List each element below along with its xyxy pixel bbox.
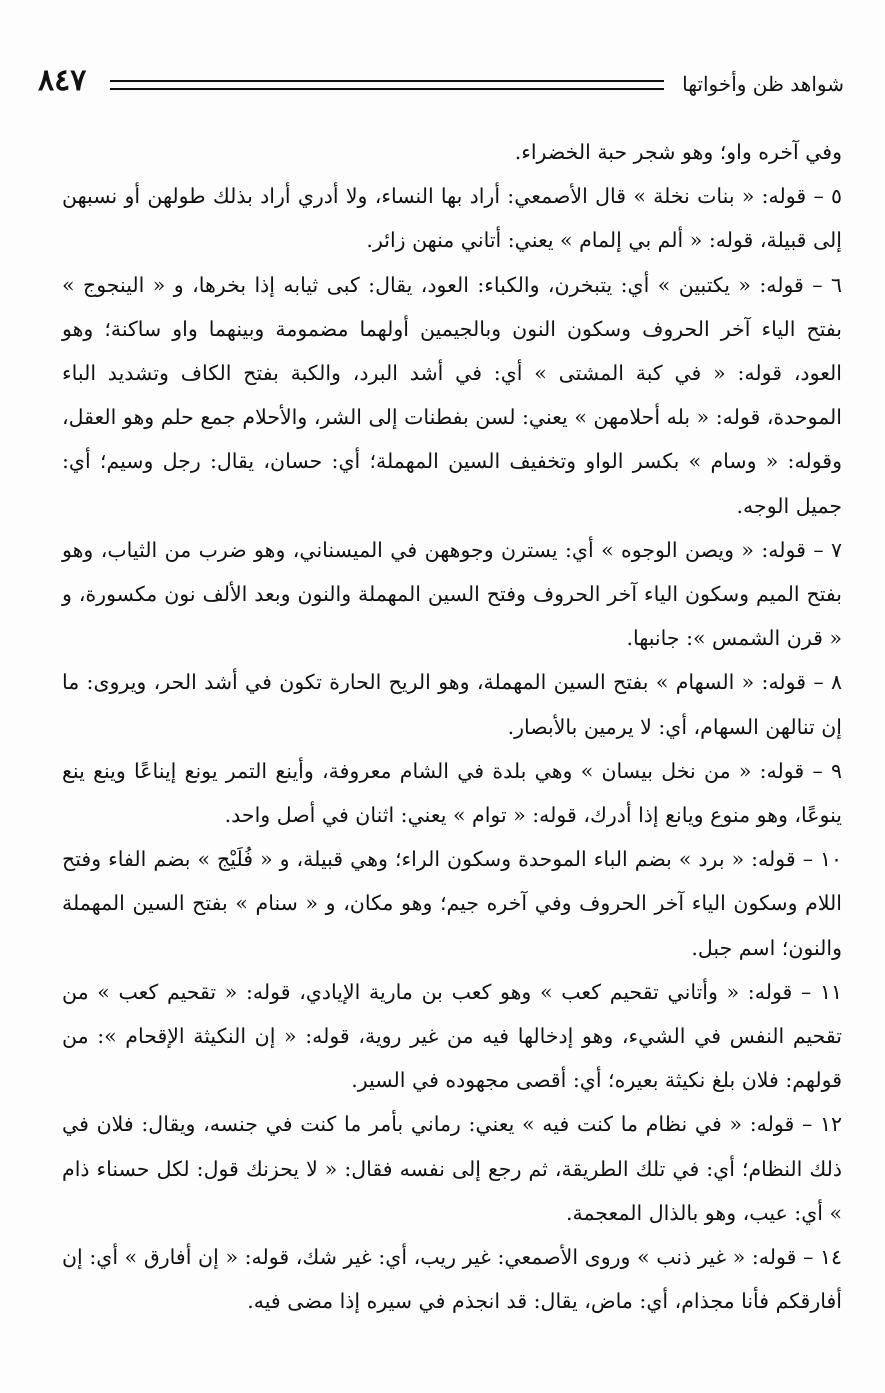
paragraph-note-7: ٧ – قوله: « ويصن الوجوه » أي: يسترن وجوههن في الميسناني، وهو ضرب من الثياب، وهو بفتح الميم وسكون الياء آخر الحروف وفتح السين المهملة والنون وبعد الألف نون مكسورة، و « قرن الشمس »: جانبها.: [62, 537, 842, 651]
header-rule-top: [110, 80, 664, 82]
paragraph-note-11: ١١ – قوله: « وأتاني تقحيم كعب » وهو كعب بن مارية الإيادي، قوله: « تقحيم كعب » من تقحيم النفس في الشيء، وهو إدخالها فيه من غير روية، قوله: « إن النكيثة الإقحام »: من قولهم: فلان بلغ نكيثة بعيره؛ أي: أقصى مجهوده في السير.: [62, 979, 842, 1093]
paragraph-note-8: ٨ – قوله: « السهام » بفتح السين المهملة، وهو الريح الحارة تكون في أشد الحر، ويروى: ما إن تنالهن السهام، أي: لا يرمين بالأبصار.: [62, 670, 842, 739]
paragraph-note-10: ١٠ – قوله: « برد » بضم الباء الموحدة وسكون الراء؛ وهي قبيلة، و « فُلَيْج » بضم الفاء وفتح اللام وسكون الياء آخر الحروف وفي آخره جيم؛ وهو مكان، و « سنام » بفتح السين المهملة والنون؛ اسم جبل.: [62, 847, 842, 960]
paragraph-note-9: ٩ – قوله: « من نخل بيسان » وهي بلدة في الشام معروفة، وأينع التمر يونع إيناعًا وينع ينع ينوعًا، وهو منوع ويانع إذا أدرك، قوله: « توام » يعني: اثنان في أصل واحد.: [62, 758, 842, 828]
running-title: شواهد ظن وأخواتها: [682, 72, 844, 96]
commentary-text: [62, 130, 842, 1323]
paragraph-note-6: ٦ – قوله: « يكتبين » أي: يتبخرن، والكباء: العود، يقال: كبى ثيابه إذا بخرها، و « الينجوج » بفتح الياء آخر الحروف وسكون النون وبالجيمين أولهما مضمومة وبينهما واو ساكنة؛ وهو العود، قوله: « في كبة المشتى » أي: في أشد البرد، والكبة بفتح الكاف وتشديد الباء الموحدة، قوله: « بله أحلامهن » يعني: لسن بفطنات إلى الشر، والأحلام جمع حلم وهو العقل، وقوله: « وسام » بكسر الواو وتخفيف السين المهملة؛ أي: حسان، يقال: رجل وسيم؛ أي: جميل الوجه.: [62, 272, 842, 518]
page-header: [38, 52, 844, 96]
paragraph-note-14: ١٤ – قوله: « غير ذنب » وروى الأصمعي: غير ريب، أي: غير شك، قوله: « إن أفارق » أي: إن أفارقكم فأنا مجذام، أي: ماض، يقال: قد انجذم في سيره إذا مضى فيه.: [62, 1245, 842, 1314]
header-rule-bottom: [110, 88, 664, 90]
paragraph-note-5: ٥ – قوله: « بنات نخلة » قال الأصمعي: أراد بها النساء، ولا أدري أراد بذلك طولهن أو نسبهن إلى قبيلة، قوله: « ألم بي إلمام » يعني: أتاني منهن زائر.: [62, 184, 842, 253]
paragraph-note-12: ١٢ – قوله: « في نظام ما كنت فيه » يعني: رماني بأمر ما كنت في جنسه، ويقال: فلان في ذلك النظام؛ أي: في تلك الطريقة، ثم رجع إلى نفسه فقال: « لا يحزنك قول: لكل حسناء ذام » أي: عيب، وهو بالذال المعجمة.: [62, 1112, 842, 1225]
page-number: ٨٤٧: [38, 63, 87, 98]
paragraph-continuation: وفي آخره واو؛ وهو شجر حبة الخضراء.: [514, 140, 842, 164]
